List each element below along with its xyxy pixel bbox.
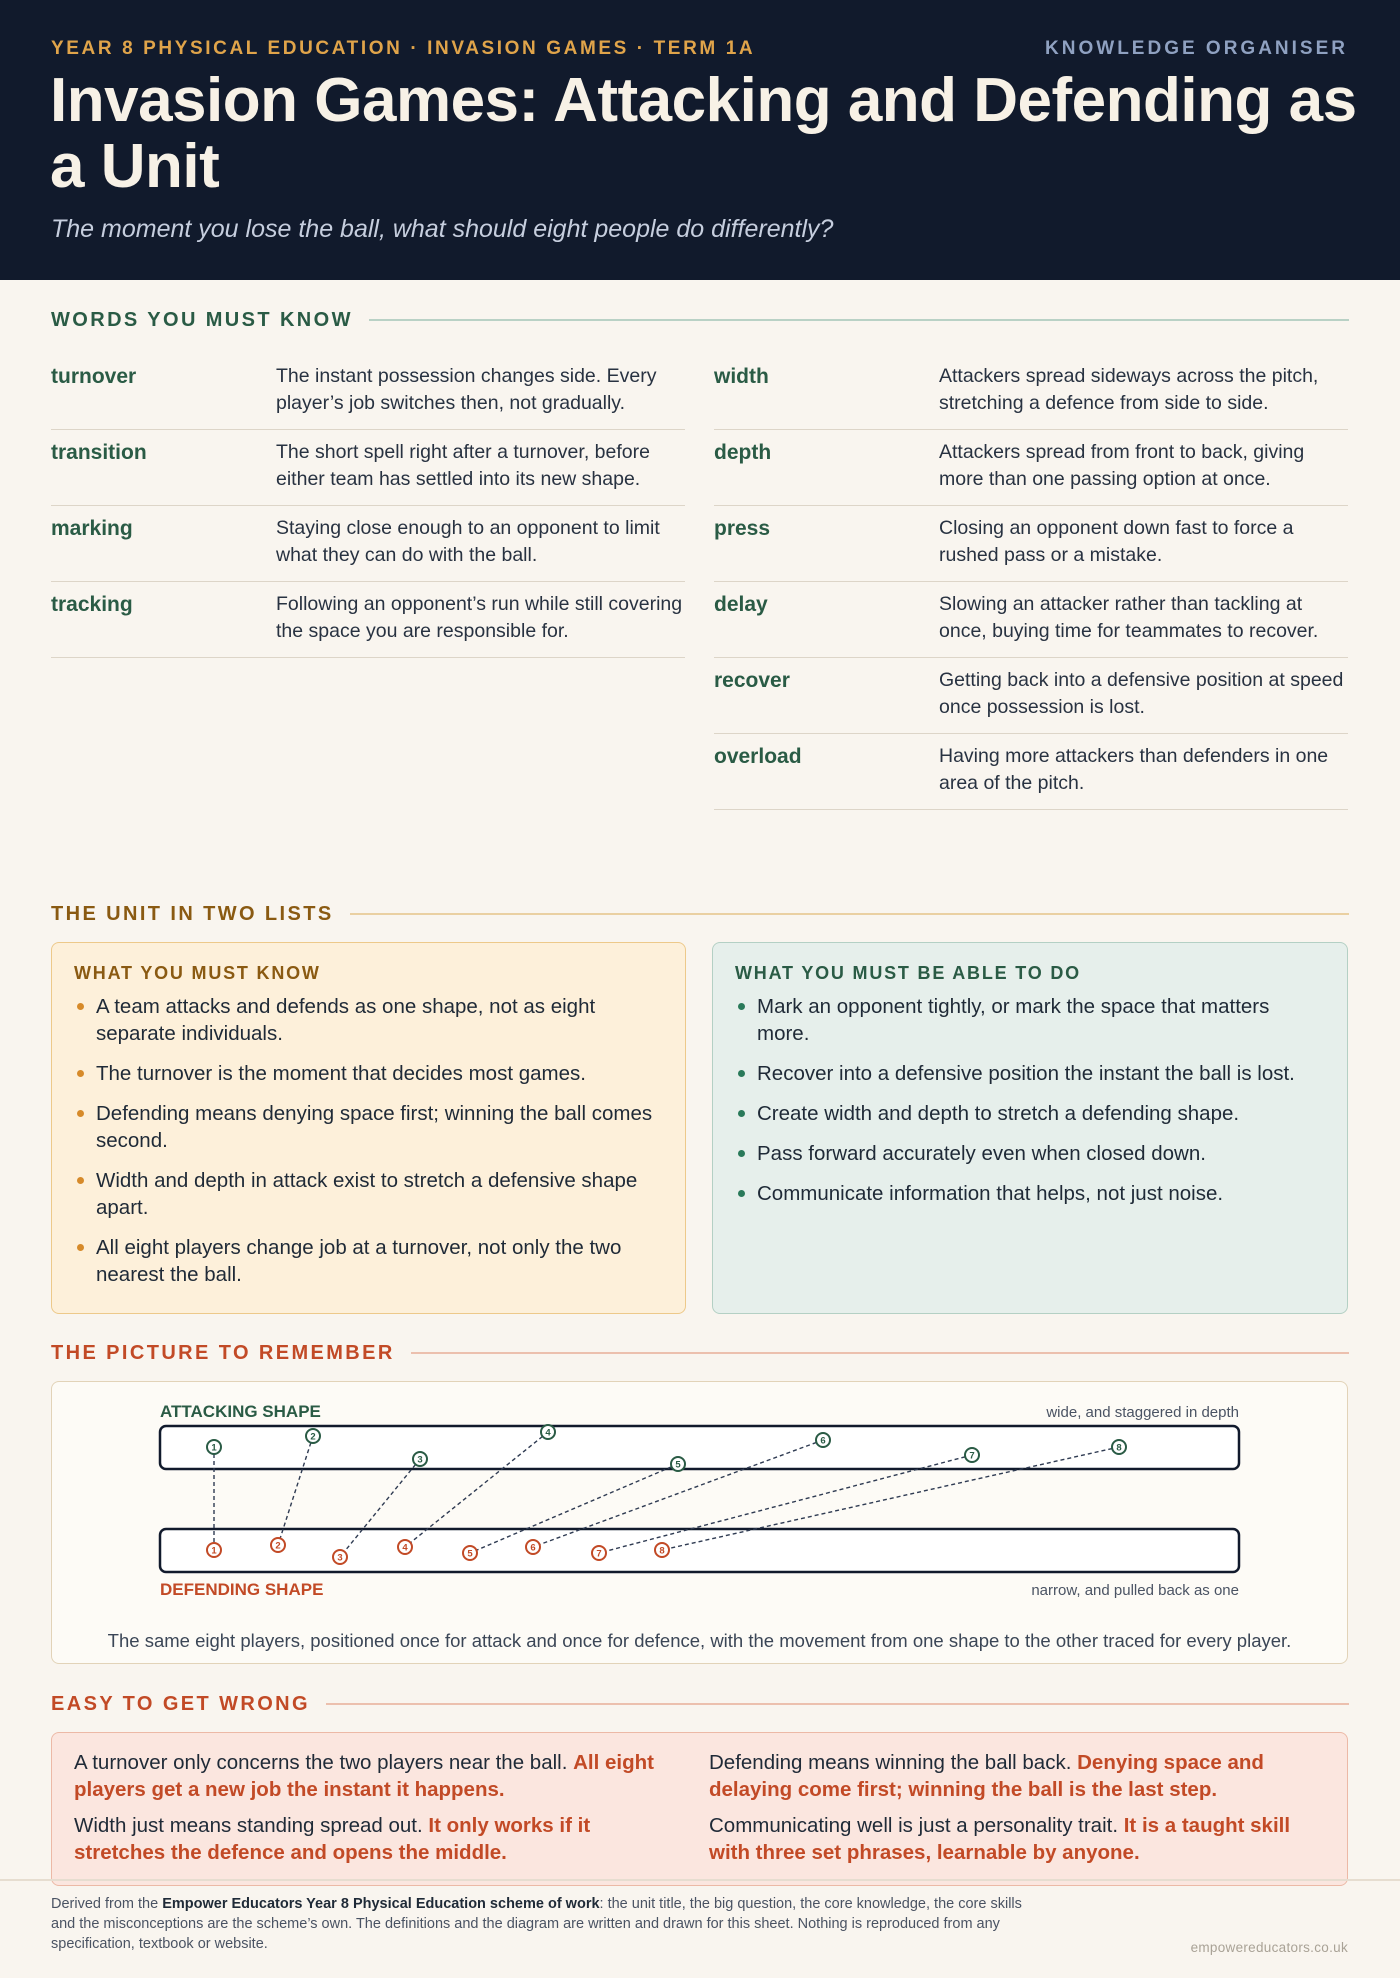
vocab-row (714, 506, 1348, 582)
misconception-fix: Denying space and delaying come first; winning the ball is the last step. (709, 1751, 1264, 1801)
vocab-definition: Attackers spread sideways across the pitch, stretching a defence from side to side. (939, 365, 1319, 414)
list-item: Communicate information that helps, not just noise. (735, 1180, 1327, 1207)
misconception-fix: It only works if it stretches the defence and opens the middle. (74, 1814, 591, 1864)
vocab-row (714, 430, 1348, 506)
vocab-definition: Following an opponent’s run while still covering the space you are responsible for. (276, 593, 683, 642)
vocab-row (714, 354, 1348, 430)
vocab-definition: The short spell right after a turnover, before either team has settled into its new shape. (276, 441, 650, 490)
footer-divider (0, 1879, 1400, 1881)
list-item: All eight players change job at a turnover, not only the two nearest the ball. (74, 1234, 665, 1288)
vocab-definition: The instant possession changes side. Every player’s job switches then, not gradually. (276, 365, 657, 414)
defender-number: 6 (530, 1542, 536, 1554)
vocab-term: marking (51, 517, 133, 540)
section-heading-wrong: EASY TO GET WRONG (51, 1692, 1349, 1716)
misconception (74, 1749, 684, 1803)
misconception-myth: Defending means winning the ball back. (709, 1751, 1072, 1774)
defender-number: 4 (402, 1542, 408, 1554)
misconception-myth: Width just means standing spread out. (74, 1814, 423, 1837)
do-box (712, 942, 1348, 1314)
attacker-number: 6 (820, 1435, 826, 1447)
vocab-term: turnover (51, 365, 137, 388)
misconceptions-box (51, 1732, 1348, 1886)
defender-number: 7 (596, 1548, 602, 1560)
misconception-fix: It is a taught skill with three set phrases, learnable by anyone. (709, 1814, 1291, 1864)
vocab-row (51, 430, 685, 506)
defend-shape-label: DEFENDING SHAPE (160, 1580, 324, 1599)
vocab-term: transition (51, 441, 147, 464)
know-list (74, 993, 665, 1301)
diagram-caption: The same eight players, positioned once for attack and once for defence, with the movement from one shape to the other traced for every player. (107, 1630, 1292, 1651)
section-heading-lists: THE UNIT IN TWO LISTS (51, 902, 1349, 926)
list-item: Pass forward accurately even when closed down. (735, 1140, 1327, 1167)
misconception-myth: Communicating well is just a personality trait. (709, 1814, 1119, 1837)
vocab-row (51, 506, 685, 582)
defender-number: 8 (659, 1545, 665, 1557)
vocab-term: overload (714, 745, 802, 768)
misconception-fix: All eight players get a new job the instant it happens. (74, 1751, 654, 1801)
attacker-number: 1 (211, 1442, 217, 1454)
vocab-definition: Slowing an attacker rather than tackling at once, buying time for teammates to recover. (939, 593, 1319, 642)
know-box-title: WHAT YOU MUST KNOW (74, 963, 321, 983)
vocab-row (714, 582, 1348, 658)
misconception (709, 1749, 1319, 1803)
shape-diagram-svg (52, 1382, 1349, 1665)
attacker-number: 8 (1116, 1442, 1122, 1454)
defend-band (160, 1529, 1239, 1572)
vocab-list-right (714, 354, 1348, 810)
defender-number: 2 (275, 1540, 281, 1552)
vocab-row (714, 658, 1348, 734)
big-question: The moment you lose the ball, what should eight people do differently? (51, 215, 834, 243)
list-item: Width and depth in attack exist to stretch a defensive shape apart. (74, 1167, 665, 1221)
vocab-definition: Having more attackers than defenders in one area of the pitch. (939, 745, 1329, 794)
defend-shape-note: narrow, and pulled back as one (1031, 1582, 1239, 1599)
vocab-row (714, 734, 1348, 810)
section-heading-vocab: WORDS YOU MUST KNOW (51, 308, 1349, 332)
vocab-row (51, 582, 685, 658)
list-item: Create width and depth to stretch a defending shape. (735, 1100, 1327, 1127)
list-item: Defending means denying space first; winning the ball comes second. (74, 1100, 665, 1154)
footer-url: empowereducators.co.uk (1190, 1940, 1348, 1955)
list-item: A team attacks and defends as one shape, not as eight separate individuals. (74, 993, 665, 1047)
know-box (51, 942, 686, 1314)
vocab-term: recover (714, 669, 790, 692)
vocab-term: tracking (51, 593, 133, 616)
vocab-definition: Staying close enough to an opponent to limit what they can do with the ball. (276, 517, 660, 566)
attacker-number: 2 (310, 1431, 316, 1443)
vocab-term: delay (714, 593, 768, 616)
vocab-definition: Closing an opponent down fast to force a rushed pass or a mistake. (939, 517, 1294, 566)
attack-shape-label: ATTACKING SHAPE (160, 1402, 321, 1421)
misconception (74, 1812, 684, 1866)
attacker-number: 7 (969, 1450, 975, 1462)
vocab-term: depth (714, 441, 772, 464)
do-list (735, 993, 1327, 1220)
defender-number: 1 (211, 1545, 217, 1557)
page-title: Invasion Games: Attacking and Defending as a Unit (50, 66, 1357, 201)
vocab-term: width (714, 365, 769, 388)
shape-diagram (51, 1381, 1348, 1664)
vocab-list-left (51, 354, 685, 658)
section-heading-picture: THE PICTURE TO REMEMBER (51, 1341, 1349, 1365)
defender-number: 5 (467, 1548, 473, 1560)
misconception (709, 1812, 1319, 1866)
course-kicker: YEAR 8 PHYSICAL EDUCATION · INVASION GAMES · TERM 1A (51, 38, 756, 59)
attacker-number: 4 (545, 1427, 551, 1439)
attacker-number: 5 (675, 1459, 681, 1471)
header-banner (0, 0, 1400, 280)
vocab-definition: Attackers spread from front to back, giving more than one passing option at once. (939, 441, 1305, 490)
list-item: Mark an opponent tightly, or mark the space that matters more. (735, 993, 1327, 1047)
list-item: Recover into a defensive position the instant the ball is lost. (735, 1060, 1327, 1087)
vocab-definition: Getting back into a defensive position at speed once possession is lost. (939, 669, 1344, 718)
misconception-myth: A turnover only concerns the two players near the ball. (74, 1751, 568, 1774)
list-item: The turnover is the moment that decides most games. (74, 1060, 665, 1087)
vocab-term: press (714, 517, 771, 540)
attacker-number: 3 (417, 1454, 423, 1466)
document-type-label: KNOWLEDGE ORGANISER (1045, 38, 1348, 59)
source-name: Empower Educators Year 8 Physical Education scheme of work (162, 1896, 600, 1912)
source-note: Derived from the Empower Educators Year 8 Physical Education scheme of work: the unit title, the big question, the core knowledge, the core skills and the misconceptions are the scheme’s own. The definitions and the diagram are written and drawn for this sheet. Nothing is reproduced from any specification, textbook or website. (51, 1896, 1022, 1952)
defender-number: 3 (337, 1552, 343, 1564)
do-box-title: WHAT YOU MUST BE ABLE TO DO (735, 963, 1081, 983)
vocab-row (51, 354, 685, 430)
attack-shape-note: wide, and staggered in depth (1046, 1404, 1239, 1421)
attack-band (160, 1426, 1239, 1469)
